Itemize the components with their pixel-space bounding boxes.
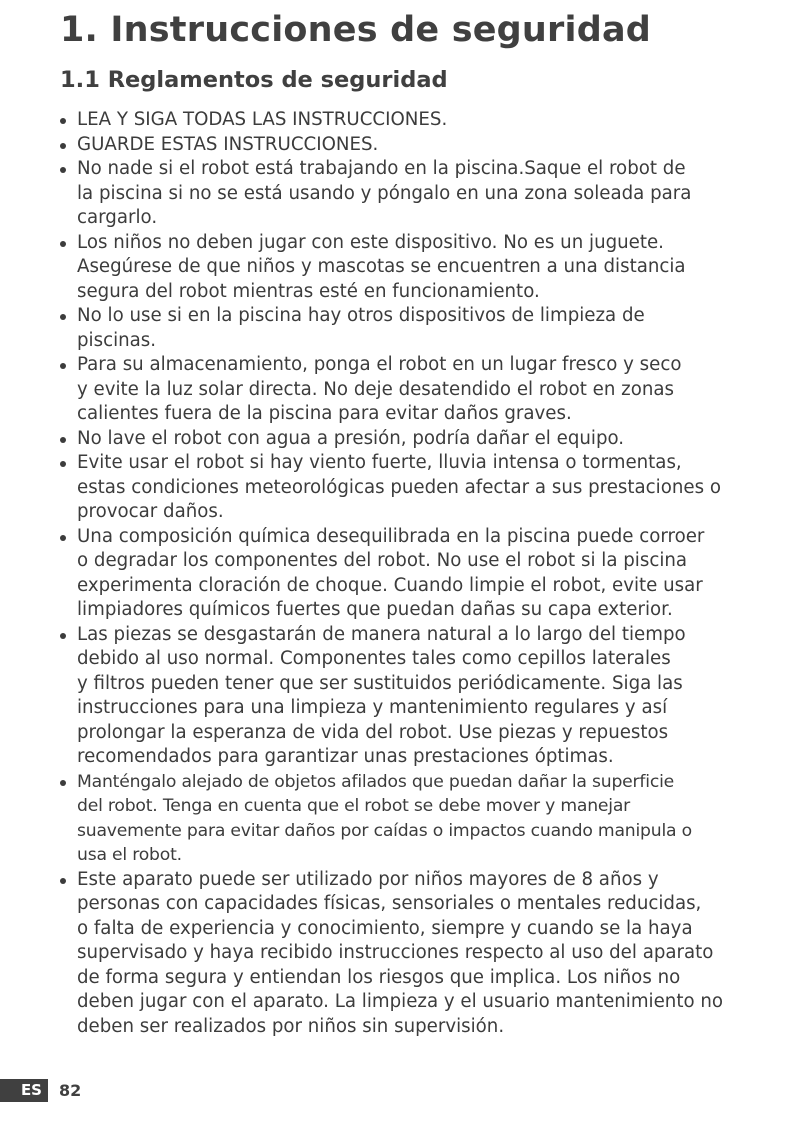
safety-rules-list	[60, 108, 780, 1039]
rule-text: No lave el robot con agua a presión, podría dañar el equipo.	[77, 427, 625, 449]
rule-item-keep-instructions	[60, 133, 780, 158]
rule-item-pressure-washing	[60, 427, 780, 452]
rule-item-storage	[60, 353, 780, 427]
rule-text: No nade si el robot está trabajando en la piscina.Saque el robot de la piscina si no se está usando y póngalo en una zona soleada para cargarlo.	[77, 158, 692, 228]
rule-text: No lo use si en la piscina hay otros dispositivos de limpieza de piscinas.	[77, 305, 645, 351]
rule-item-other-cleaners	[60, 304, 780, 353]
rule-item-no-swimming	[60, 157, 780, 231]
rule-text: Evite usar el robot si hay viento fuerte, lluvia intensa o tormentas, estas condiciones meteorológicas pueden afectar a sus prestaciones o provocar daños.	[77, 452, 721, 522]
page-footer	[0, 1079, 81, 1102]
rule-text: Para su almacenamiento, ponga el robot en un lugar fresco y seco y evite la luz solar directa. No deje desatendido el robot en zonas calientes fuera de la piscina para evitar daños graves.	[77, 354, 682, 424]
rule-item-sharp-objects	[60, 770, 780, 868]
rule-text: GUARDE ESTAS INSTRUCCIONES.	[77, 133, 379, 155]
page-title: 1. Instrucciones de seguridad	[60, 10, 652, 50]
rule-item-chemistry	[60, 525, 780, 623]
section-title: 1.1 Reglamentos de seguridad	[60, 67, 448, 93]
rule-text: Manténgalo alejado de objetos afilados que puedan dañar la superficie del robot. Tenga en cuenta que el robot se debe mover y manejar suavemente para evitar daños por caídas o impactos cuando manipula o usa el robot.	[77, 771, 692, 865]
rule-item-weather	[60, 451, 780, 525]
rule-item-read-instructions	[60, 108, 780, 133]
rule-text: Las piezas se desgastarán de manera natural a lo largo del tiempo debido al uso normal. Componentes tales como cepillos laterales y filtros pueden tener que ser sustituidos periódicamente. Siga las instrucciones para una limpieza y mantenimiento regulares y así prolongar la esperanza de vida del robot. Use piezas y repuestos recomendados para garantizar unas prestaciones óptimas.	[77, 623, 686, 767]
rule-text: Este aparato puede ser utilizado por niños mayores de 8 años y personas con capacidades físicas, sensoriales o mentales reducidas, o falta de experiencia y conocimiento, siempre y cuando se la haya supervisado y haya recibido instrucciones respecto al uso del aparato de forma segura y entiendan los riesgos que implica. Los niños no deben jugar con el aparato. La limpieza y el usuario mantenimiento no deben ser realizados por niños sin supervisión.	[77, 868, 724, 1037]
rule-text: LEA Y SIGA TODAS LAS INSTRUCCIONES.	[77, 109, 448, 130]
page-number: 82	[59, 1081, 82, 1100]
rule-item-supervision	[60, 868, 780, 1040]
language-badge: ES	[0, 1079, 48, 1102]
rule-item-children	[60, 231, 780, 305]
rule-item-wear-parts	[60, 623, 780, 770]
rule-text: Una composición química desequilibrada en la piscina puede corroer o degradar los componentes del robot. No use el robot si la piscina experimenta cloración de choque. Cuando limpie el robot, evite usar limpiadores químicos fuertes que puedan dañas su capa exterior.	[77, 525, 705, 620]
rule-text: Los niños no deben jugar con este dispositivo. No es un juguete. Asegúrese de que niños y mascotas se encuentren a una distancia segura del robot mientras esté en funcionamiento.	[77, 231, 686, 302]
